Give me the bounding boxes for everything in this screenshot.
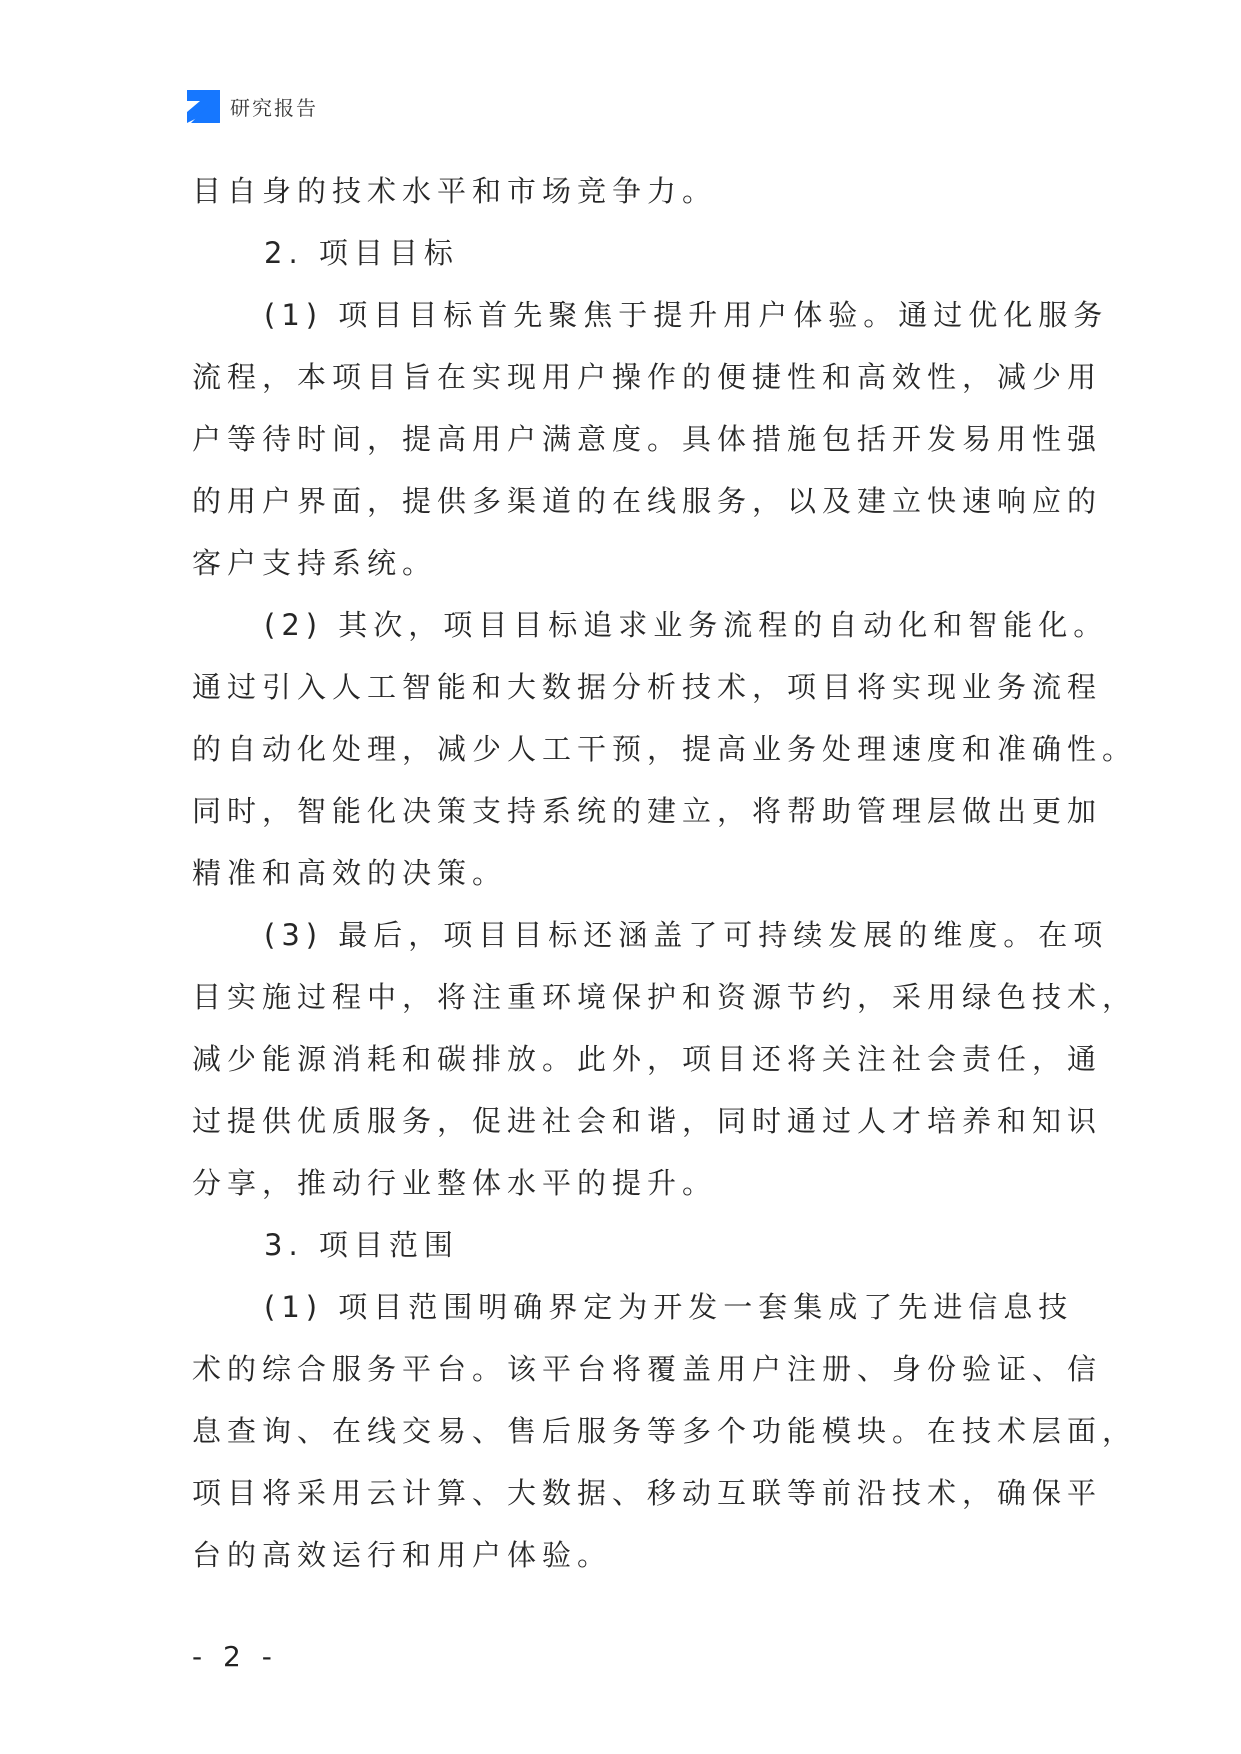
page-header xyxy=(187,89,318,123)
text-line: 目实施过程中，将注重环境保护和资源节约，采用绿色技术， xyxy=(192,980,1138,1014)
text-line: 息查询、在线交易、售后服务等多个功能模块。在技术层面， xyxy=(192,1414,1138,1448)
text-line: 目自身的技术水平和市场竞争力。 xyxy=(192,174,718,208)
arrow-up-right-icon xyxy=(187,90,220,123)
brand-title: 研究报告 xyxy=(230,95,318,120)
page-number: - 2 - xyxy=(192,1640,278,1673)
text-line: 精准和高效的决策。 xyxy=(192,856,508,890)
text-line: (2) 其次，项目目标追求业务流程的自动化和智能化。 xyxy=(264,608,1109,642)
text-line: (1) 项目范围明确界定为开发一套集成了先进信息技 xyxy=(264,1290,1074,1324)
text-line: 户等待时间，提高用户满意度。具体措施包括开发易用性强 xyxy=(192,422,1103,456)
text-line: 客户支持系统。 xyxy=(192,546,438,580)
document-body xyxy=(192,160,1138,1586)
text-line: (3) 最后，项目目标还涵盖了可持续发展的维度。在项 xyxy=(264,918,1109,952)
text-line: 过提供优质服务，促进社会和谐，同时通过人才培养和知识 xyxy=(192,1104,1103,1138)
text-line: 的自动化处理，减少人工干预，提高业务处理速度和准确性。 xyxy=(192,732,1138,766)
text-line: 3. 项目范围 xyxy=(264,1228,459,1262)
text-line: 同时，智能化决策支持系统的建立，将帮助管理层做出更加 xyxy=(192,794,1103,828)
text-line: 减少能源消耗和碳排放。此外，项目还将关注社会责任，通 xyxy=(192,1042,1103,1076)
text-line: 通过引入人工智能和大数据分析技术，项目将实现业务流程 xyxy=(192,670,1103,704)
text-line: 术的综合服务平台。该平台将覆盖用户注册、身份验证、信 xyxy=(192,1352,1103,1386)
text-line: 的用户界面，提供多渠道的在线服务，以及建立快速响应的 xyxy=(192,484,1103,518)
text-line: 2. 项目目标 xyxy=(264,236,459,270)
text-line: 流程，本项目旨在实现用户操作的便捷性和高效性，减少用 xyxy=(192,360,1103,394)
text-line: 台的高效运行和用户体验。 xyxy=(192,1538,613,1572)
text-line: (1) 项目目标首先聚焦于提升用户体验。通过优化服务 xyxy=(264,298,1109,332)
text-line: 分享，推动行业整体水平的提升。 xyxy=(192,1166,718,1200)
text-line: 项目将采用云计算、大数据、移动互联等前沿技术，确保平 xyxy=(192,1476,1103,1510)
